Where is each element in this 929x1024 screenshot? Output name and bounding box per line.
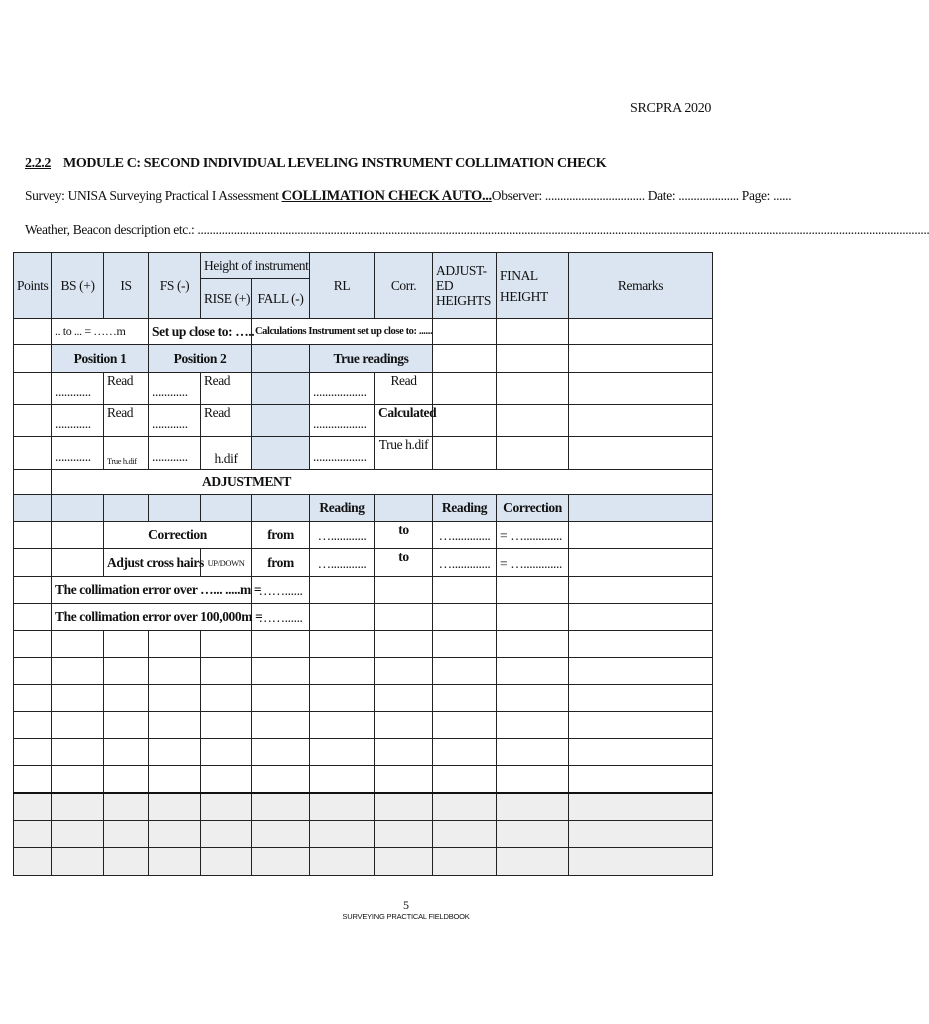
bs-reading-field[interactable]: ............ — [52, 405, 104, 437]
table-cell[interactable] — [14, 522, 52, 549]
collimation-row-1 — [14, 577, 713, 604]
true-readings-label: True readings — [310, 345, 433, 373]
col-is: IS — [104, 253, 149, 319]
table-cell[interactable] — [149, 739, 201, 766]
table-cell[interactable] — [201, 658, 252, 685]
table-cell[interactable] — [104, 821, 149, 848]
table-cell[interactable] — [14, 739, 52, 766]
fs-reading-field[interactable]: ............ — [149, 405, 201, 437]
section-title-text: MODULE C: SECOND INDIVIDUAL LEVELING INSTRUMENT COLLIMATION CHECK — [63, 156, 607, 171]
table-cell[interactable] — [252, 658, 310, 685]
table-cell[interactable] — [104, 685, 149, 712]
position-1-label: Position 1 — [52, 345, 149, 373]
table-cell[interactable] — [252, 793, 310, 821]
table-cell[interactable] — [201, 766, 252, 793]
cross-hairs-row — [14, 549, 713, 577]
table-cell[interactable] — [569, 848, 713, 876]
table-cell[interactable] — [497, 821, 569, 848]
table-cell[interactable] — [433, 319, 497, 345]
correction-to-field[interactable]: …............. — [433, 522, 497, 549]
table-cell — [149, 495, 201, 522]
table-cell[interactable] — [310, 766, 375, 793]
table-cell[interactable] — [569, 793, 713, 821]
table-cell[interactable] — [433, 345, 497, 373]
read-label: Read — [104, 405, 149, 437]
table-cell — [252, 373, 310, 405]
correction-row — [14, 522, 713, 549]
table-cell — [104, 495, 149, 522]
collimation-over-field[interactable]: ……...... — [252, 577, 310, 604]
survey-line — [25, 188, 791, 205]
table-cell[interactable] — [149, 658, 201, 685]
table-cell[interactable] — [375, 577, 433, 604]
read-label: Read — [104, 373, 149, 405]
table-cell[interactable] — [569, 549, 713, 577]
table-cell[interactable] — [252, 712, 310, 739]
adjustment-header-row — [14, 495, 713, 522]
table-cell[interactable] — [569, 319, 713, 345]
table-cell[interactable] — [14, 685, 52, 712]
table-cell[interactable] — [104, 739, 149, 766]
rl-reading-field[interactable]: .................. — [310, 405, 375, 437]
table-cell[interactable] — [375, 739, 433, 766]
table-cell[interactable] — [201, 848, 252, 876]
table-cell[interactable] — [201, 821, 252, 848]
to-label: to — [375, 522, 433, 549]
header-row — [14, 253, 713, 279]
table-row — [14, 631, 713, 658]
table-cell[interactable] — [14, 793, 52, 821]
table-cell[interactable] — [52, 821, 104, 848]
from-label: from — [252, 549, 310, 577]
footer-text: SURVEYING PRACTICAL FIELDBOOK — [342, 912, 470, 921]
reading-header: Reading — [310, 495, 375, 522]
positions-row — [14, 345, 713, 373]
table-cell[interactable] — [52, 685, 104, 712]
table-cell[interactable] — [310, 739, 375, 766]
table-cell[interactable] — [433, 712, 497, 739]
table-cell[interactable] — [14, 766, 52, 793]
table-cell[interactable] — [14, 658, 52, 685]
table-cell[interactable] — [149, 766, 201, 793]
table-cell[interactable] — [14, 848, 52, 876]
table-cell[interactable] — [14, 470, 52, 495]
calculated-label: Calculated — [375, 405, 433, 437]
table-cell[interactable] — [433, 739, 497, 766]
collimation-over-label: The collimation error over …... .....m = — [52, 577, 252, 604]
table-cell[interactable] — [375, 821, 433, 848]
table-cell[interactable] — [497, 437, 569, 470]
table-cell[interactable] — [149, 685, 201, 712]
table-cell[interactable] — [201, 685, 252, 712]
table-cell[interactable] — [252, 848, 310, 876]
table-cell[interactable] — [569, 522, 713, 549]
weather-line[interactable]: Weather, Beacon description etc.: .................................................................................................................................................................................................................................................. — [25, 222, 929, 237]
col-corr: Corr. — [375, 253, 433, 319]
rl-reading-field[interactable]: .................. — [310, 373, 375, 405]
table-cell[interactable] — [201, 793, 252, 821]
table-cell[interactable] — [52, 848, 104, 876]
survey-prefix: Survey: UNISA Surveying Practical I Assessment — [25, 188, 282, 203]
table-cell[interactable] — [569, 631, 713, 658]
table-row — [14, 766, 713, 793]
table-cell[interactable] — [433, 821, 497, 848]
section-title — [25, 156, 606, 172]
fs-hdif-field[interactable]: ............ — [149, 437, 201, 470]
table-cell[interactable] — [497, 793, 569, 821]
table-cell[interactable] — [569, 712, 713, 739]
col-remarks: Remarks — [569, 253, 713, 319]
collimation-100k-label: The collimation error over 100,000m = — [52, 604, 252, 631]
table-cell[interactable] — [14, 712, 52, 739]
cross-hairs-result-field[interactable]: = …............. — [497, 549, 569, 577]
table-cell[interactable] — [433, 631, 497, 658]
table-cell[interactable] — [252, 821, 310, 848]
setup-calculations[interactable]: Calculations Instrument set up close to: ...... — [252, 319, 433, 345]
table-cell[interactable] — [52, 631, 104, 658]
table-cell[interactable] — [375, 631, 433, 658]
table-cell[interactable] — [310, 793, 375, 821]
cross-hairs-to-field[interactable]: …............. — [433, 549, 497, 577]
table-cell[interactable] — [569, 437, 713, 470]
table-cell — [375, 495, 433, 522]
table-cell[interactable] — [375, 658, 433, 685]
table-cell[interactable] — [14, 631, 52, 658]
table-cell[interactable] — [375, 685, 433, 712]
table-cell[interactable] — [14, 373, 52, 405]
true-hdif-label: True h.dif — [104, 437, 149, 470]
table-row — [14, 685, 713, 712]
table-cell — [252, 495, 310, 522]
table-cell[interactable] — [433, 373, 497, 405]
table-row — [14, 793, 713, 821]
table-cell[interactable] — [252, 685, 310, 712]
bs-hdif-field[interactable]: ............ — [52, 437, 104, 470]
from-label: from — [252, 522, 310, 549]
table-cell[interactable] — [104, 848, 149, 876]
date-field[interactable]: Date: .................... — [644, 188, 739, 203]
table-cell — [52, 495, 104, 522]
survey-emphasis: COLLIMATION CHECK AUTO... — [281, 188, 492, 204]
table-cell[interactable] — [149, 821, 201, 848]
correction-header: Correction — [497, 495, 569, 522]
table-cell[interactable] — [569, 685, 713, 712]
table-cell[interactable] — [149, 848, 201, 876]
table-cell — [14, 495, 52, 522]
table-cell[interactable] — [497, 577, 569, 604]
table-row — [14, 848, 713, 876]
table-cell[interactable] — [310, 685, 375, 712]
table-cell[interactable] — [569, 604, 713, 631]
table-cell — [252, 345, 310, 373]
correction-from-field[interactable]: …............ — [310, 522, 375, 549]
reading-row-1 — [14, 373, 713, 405]
to-label: to — [375, 549, 433, 577]
table-cell[interactable] — [52, 739, 104, 766]
table-cell[interactable] — [375, 604, 433, 631]
table-row — [14, 712, 713, 739]
table-cell[interactable] — [497, 345, 569, 373]
table-cell[interactable] — [104, 712, 149, 739]
table-cell[interactable] — [375, 848, 433, 876]
page-field[interactable]: Page: ...... — [738, 188, 792, 203]
table-cell[interactable] — [375, 793, 433, 821]
table-cell — [252, 437, 310, 470]
table-cell[interactable] — [149, 712, 201, 739]
read-label: Read — [201, 405, 252, 437]
collimation-100k-field[interactable]: ……...... — [252, 604, 310, 631]
table-cell[interactable] — [14, 577, 52, 604]
table-cell[interactable] — [310, 848, 375, 876]
hdif-row — [14, 437, 713, 470]
correction-result-field[interactable]: = …............. — [497, 522, 569, 549]
table-cell[interactable] — [433, 685, 497, 712]
adjustment-row — [14, 470, 713, 495]
table-cell[interactable] — [569, 405, 713, 437]
table-cell[interactable] — [52, 766, 104, 793]
table-cell[interactable] — [433, 658, 497, 685]
table-cell[interactable] — [14, 604, 52, 631]
table-row — [14, 821, 713, 848]
reading-header: Reading — [433, 495, 497, 522]
table-cell[interactable] — [433, 437, 497, 470]
table-cell[interactable] — [569, 739, 713, 766]
col-height-of-instrument: Height of instrument — [201, 253, 310, 279]
adjustment-heading: ADJUSTMENT — [52, 470, 713, 495]
table-cell[interactable] — [497, 631, 569, 658]
hdif-label: h.dif — [201, 437, 252, 470]
table-cell — [252, 405, 310, 437]
cross-hairs-from-field[interactable]: …............ — [310, 549, 375, 577]
table-cell[interactable] — [201, 739, 252, 766]
setup-close-to[interactable]: Set up close to: ….. — [149, 319, 252, 345]
table-cell[interactable] — [149, 631, 201, 658]
col-rise: RISE (+) — [201, 279, 252, 319]
table-row — [14, 658, 713, 685]
table-cell — [201, 495, 252, 522]
table-cell[interactable] — [52, 658, 104, 685]
table-cell[interactable] — [310, 577, 375, 604]
fs-reading-field[interactable]: ............ — [149, 373, 201, 405]
table-cell[interactable] — [497, 604, 569, 631]
table-cell[interactable] — [433, 793, 497, 821]
read-label: Read — [201, 373, 252, 405]
read-label: Read — [375, 373, 433, 405]
up-down-field[interactable]: UP/DOWN — [201, 549, 252, 577]
table-cell[interactable] — [433, 604, 497, 631]
table-cell[interactable] — [497, 685, 569, 712]
table-cell — [569, 495, 713, 522]
table-cell[interactable] — [433, 766, 497, 793]
table-cell[interactable] — [569, 345, 713, 373]
table-cell[interactable] — [52, 712, 104, 739]
table-cell[interactable] — [569, 577, 713, 604]
col-fall: FALL (-) — [252, 279, 310, 319]
table-cell[interactable] — [201, 631, 252, 658]
table-cell[interactable] — [310, 821, 375, 848]
table-cell[interactable] — [201, 712, 252, 739]
true-hdif-label: True h.dif — [375, 437, 433, 470]
table-cell[interactable] — [569, 766, 713, 793]
table-cell[interactable] — [310, 604, 375, 631]
document-code: SRCPRA 2020 — [630, 101, 712, 116]
table-cell[interactable] — [52, 522, 104, 549]
collimation-row-2 — [14, 604, 713, 631]
table-cell[interactable] — [310, 658, 375, 685]
table-cell[interactable] — [569, 373, 713, 405]
setup-row — [14, 319, 713, 345]
table-row — [14, 739, 713, 766]
table-cell[interactable] — [569, 821, 713, 848]
page-number: 5 — [403, 898, 409, 912]
col-adjusted-heights: ADJUST- ED HEIGHTS — [433, 253, 497, 319]
adjust-cross-hairs-label: Adjust cross hairs — [104, 549, 201, 577]
col-fs: FS (-) — [149, 253, 201, 319]
col-points: Points — [14, 253, 52, 319]
table-cell[interactable] — [433, 405, 497, 437]
table-cell[interactable] — [252, 739, 310, 766]
col-final-height: FINAL HEIGHT — [497, 253, 569, 319]
table-cell[interactable] — [14, 319, 52, 345]
table-cell[interactable] — [497, 848, 569, 876]
table-cell[interactable] — [433, 577, 497, 604]
table-cell[interactable] — [104, 631, 149, 658]
table-cell[interactable] — [14, 549, 52, 577]
reading-row-2 — [14, 405, 713, 437]
table-cell[interactable] — [14, 437, 52, 470]
table-cell[interactable] — [497, 658, 569, 685]
table-cell[interactable] — [14, 345, 52, 373]
table-cell[interactable] — [149, 793, 201, 821]
col-bs: BS (+) — [52, 253, 104, 319]
table-cell[interactable] — [497, 739, 569, 766]
table-cell[interactable] — [104, 793, 149, 821]
rl-hdif-field[interactable]: .................. — [310, 437, 375, 470]
table-cell[interactable] — [252, 631, 310, 658]
section-number: 2.2.2 — [25, 156, 52, 171]
position-2-label: Position 2 — [149, 345, 252, 373]
table-cell[interactable] — [375, 766, 433, 793]
table-cell[interactable] — [497, 373, 569, 405]
table-cell[interactable] — [14, 405, 52, 437]
table-cell[interactable] — [14, 821, 52, 848]
table-cell[interactable] — [104, 658, 149, 685]
col-rl: RL — [310, 253, 375, 319]
table-cell[interactable] — [497, 405, 569, 437]
table-cell[interactable] — [569, 658, 713, 685]
table-cell[interactable] — [310, 712, 375, 739]
table-cell[interactable] — [310, 631, 375, 658]
table-cell[interactable] — [104, 766, 149, 793]
observer-field[interactable]: Observer: ................................. — [491, 188, 645, 203]
table-cell[interactable] — [252, 766, 310, 793]
table-cell[interactable] — [433, 848, 497, 876]
setup-distance[interactable]: .. to ... = ……m — [52, 319, 149, 345]
correction-label: Correction — [104, 522, 252, 549]
leveling-table — [13, 252, 713, 876]
bs-reading-field[interactable]: ............ — [52, 373, 104, 405]
table-cell[interactable] — [375, 712, 433, 739]
table-cell[interactable] — [497, 319, 569, 345]
table-cell[interactable] — [52, 549, 104, 577]
table-cell[interactable] — [497, 712, 569, 739]
table-cell[interactable] — [497, 766, 569, 793]
table-cell[interactable] — [52, 793, 104, 821]
